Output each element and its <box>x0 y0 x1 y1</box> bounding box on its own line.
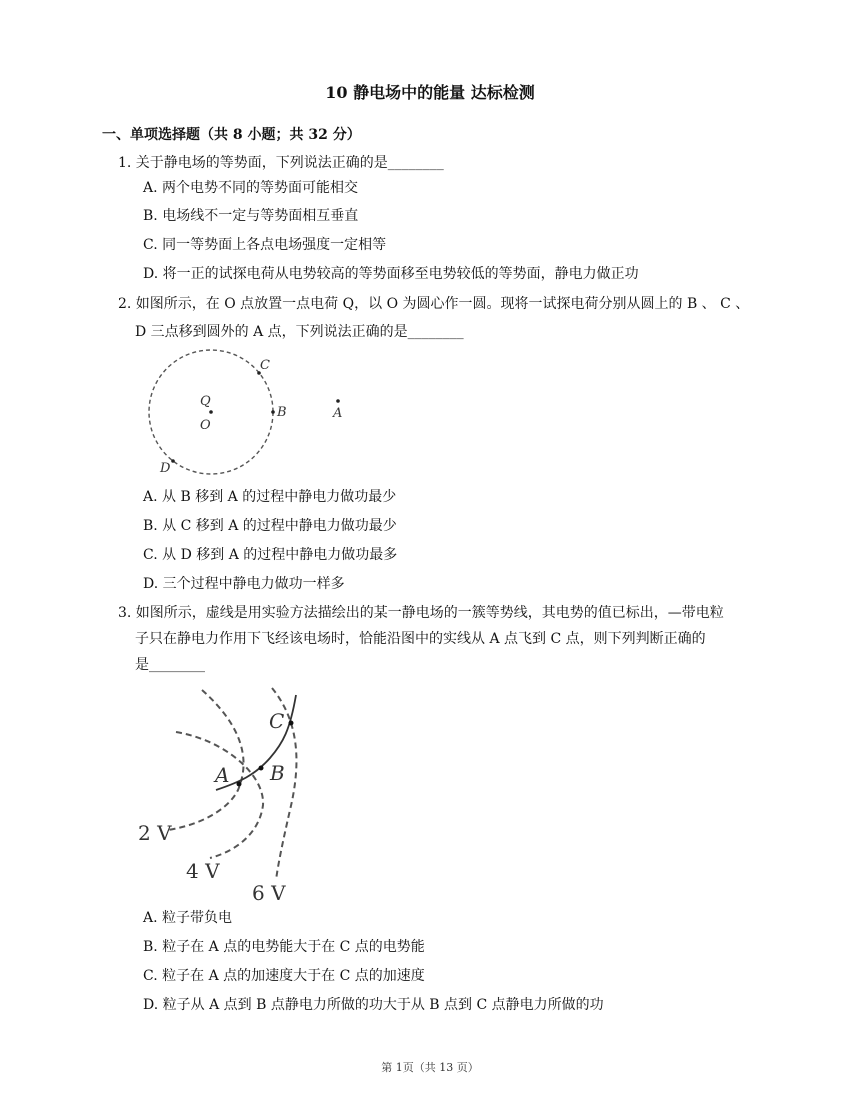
section-heading: 一、单项选择题（共 8 小题；共 32 分） <box>102 127 361 143</box>
question-3-stem-line-1: 3. 如图所示，虚线是用实验方法描绘出的某一静电场的一簇等势线，其电势的值已标出，—带电粒 <box>118 605 724 621</box>
question-2-option-b: B. 从 C 移到 A 的过程中静电力做功最少 <box>143 518 397 534</box>
label-q: Q <box>200 394 211 409</box>
question-3-figure <box>130 680 330 905</box>
label-d: D <box>160 461 171 476</box>
question-2-stem-line-1: 2. 如图所示，在 O 点放置一点电荷 Q，以 O 为圆心作一圆。现将一试探电荷分别从圆上的 B 、 C 、 <box>118 296 750 312</box>
question-3-option-d: D. 粒子从 A 点到 B 点静电力所做的功大于从 B 点到 C 点静电力所做的功 <box>143 997 604 1013</box>
question-2-option-a: A. 从 B 移到 A 的过程中静电力做功最少 <box>143 489 397 505</box>
page-footer: 第 1页（共 13 页） <box>381 1061 479 1074</box>
label-c: C <box>269 709 285 733</box>
question-2-option-c: C. 从 D 移到 A 的过程中静电力做功最多 <box>143 547 398 563</box>
question-3-stem-line-2: 子只在静电力作用下飞经该电场时，恰能沿图中的实线从 A 点飞到 C 点，则下列判断正确的 <box>135 631 706 647</box>
question-1-option-c: C. 同一等势面上各点电场强度一定相等 <box>143 237 387 253</box>
equipotential-line-2v <box>168 690 244 830</box>
page-title: 10 静电场中的能量 达标检测 <box>325 83 535 102</box>
question-1-option-d: D. 将一正的试探电荷从电势较高的等势面移至电势较低的等势面，静电力做正功 <box>143 266 639 282</box>
label-c: C <box>260 358 270 373</box>
point-b-dot <box>271 410 275 414</box>
point-d-dot <box>171 459 175 463</box>
question-2-option-d: D. 三个过程中静电力做功一样多 <box>143 576 345 592</box>
label-2v: 2 V <box>138 821 172 845</box>
point-b-dot <box>259 766 264 771</box>
question-2-figure <box>135 345 365 485</box>
question-3-option-b: B. 粒子在 A 点的电势能大于在 C 点的电势能 <box>143 939 425 955</box>
label-b: B <box>277 405 287 420</box>
question-3-option-c: C. 粒子在 A 点的加速度大于在 C 点的加速度 <box>143 968 425 984</box>
label-o: O <box>200 418 211 433</box>
point-a-dot <box>336 399 340 403</box>
question-1-option-a: A. 两个电势不同的等势面可能相交 <box>143 180 359 196</box>
question-3-stem-line-3: 是________ <box>135 657 205 673</box>
point-a-dot <box>237 782 242 787</box>
point-c-dot <box>289 721 294 726</box>
label-b: B <box>270 761 285 785</box>
label-4v: 4 V <box>186 859 220 883</box>
point-o-dot <box>209 410 213 414</box>
question-2-stem-line-2: D 三点移到圆外的 A 点，下列说法正确的是________ <box>135 324 464 340</box>
question-1-stem: 1. 关于静电场的等势面，下列说法正确的是________ <box>118 155 444 171</box>
equipotential-line-4v <box>176 732 263 858</box>
question-1-option-b: B. 电场线不一定与等势面相互垂直 <box>143 208 359 224</box>
label-a: A <box>333 406 343 421</box>
question-3-option-a: A. 粒子带负电 <box>143 910 233 926</box>
label-a: A <box>215 763 230 787</box>
label-6v: 6 V <box>252 881 286 905</box>
